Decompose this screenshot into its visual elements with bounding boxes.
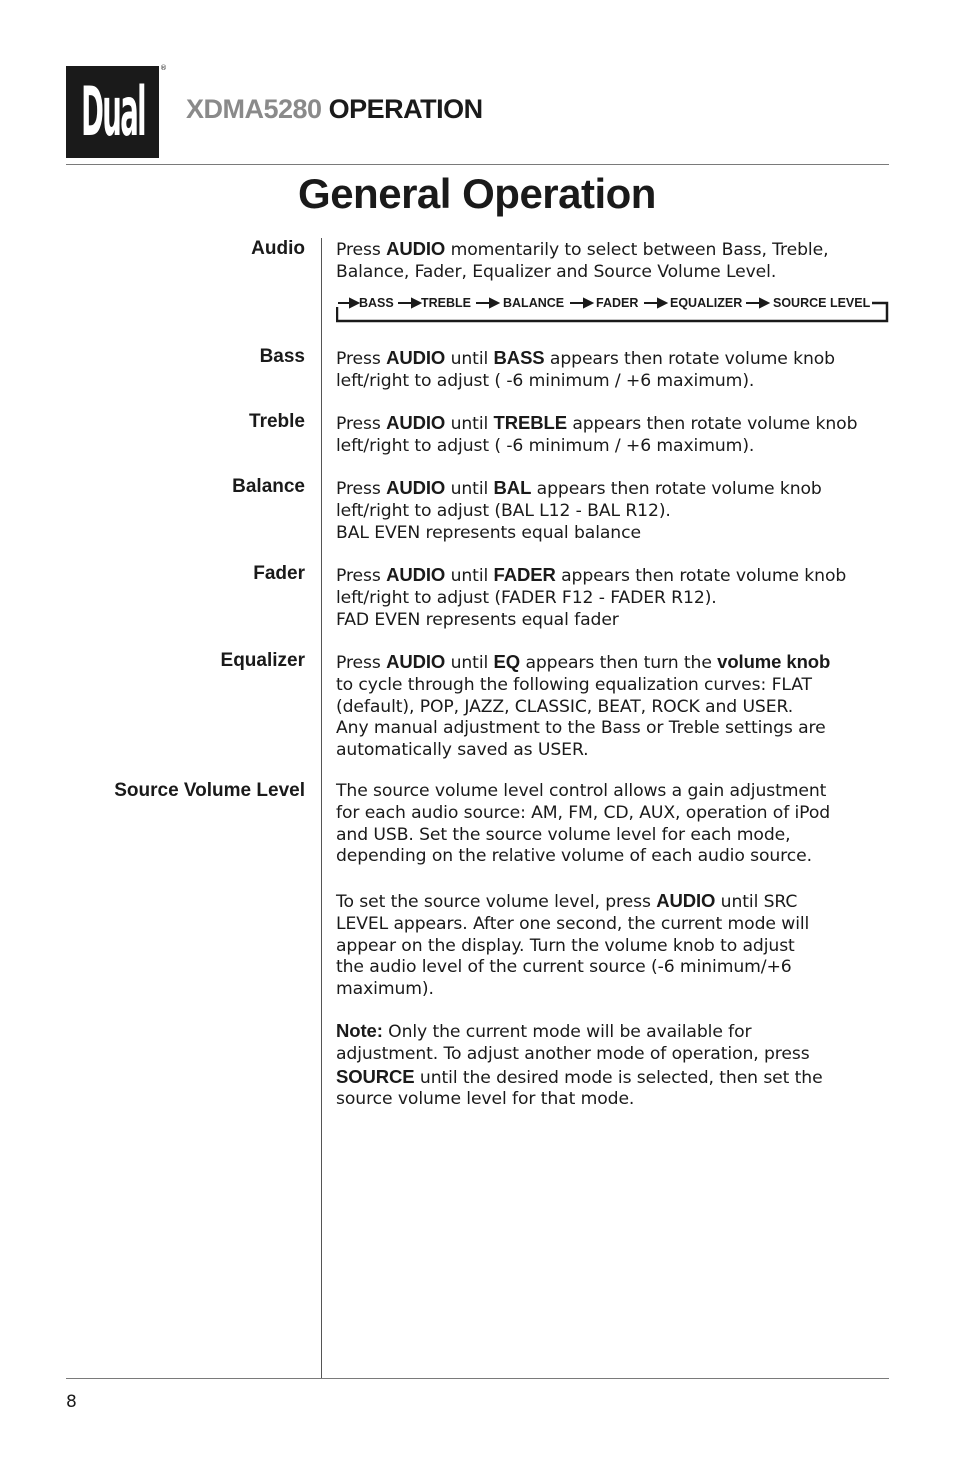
logo-text: Dual — [80, 72, 145, 152]
flow-item-balance: BALANCE — [503, 296, 565, 310]
flow-item-treble: TREBLE — [421, 296, 471, 310]
arrow-icon — [570, 299, 592, 307]
arrow-icon — [338, 299, 358, 307]
bass-description: Press AUDIO until BASS appears then rotate volume knob left/right to adjust ( -6 minimum / +6 maximum). — [336, 347, 835, 391]
page-number: 8 — [66, 1392, 77, 1412]
flow-item-bass: BASS — [359, 296, 394, 310]
label-fader: Fader — [253, 563, 305, 584]
brand-logo — [66, 66, 159, 158]
footer-divider — [66, 1378, 889, 1379]
treble-description: Press AUDIO until TREBLE appears then rotate volume knob left/right to adjust ( -6 minimum / +6 maximum). — [336, 412, 858, 456]
arrow-icon — [476, 299, 498, 307]
arrow-icon — [746, 299, 768, 307]
label-treble: Treble — [249, 411, 305, 432]
balance-description: Press AUDIO until BAL appears then rotate volume knob left/right to adjust (BAL L12 - BAL R12). BAL EVEN represents equal balance — [336, 477, 822, 543]
label-audio: Audio — [251, 238, 305, 259]
label-equalizer: Equalizer — [220, 650, 305, 671]
source-volume-note: Note: Only the current mode will be available for adjustment. To adjust another mode of operation, press SOURCE until the desired mode is selected, then set the source volume level for that mode. — [336, 1020, 823, 1110]
flow-item-equalizer: EQUALIZER — [670, 296, 743, 310]
registered-mark: ® — [160, 64, 167, 72]
flow-item-source-level: SOURCE LEVEL — [773, 296, 871, 310]
page-title: General Operation — [298, 170, 656, 217]
label-source-volume-level: Source Volume Level — [114, 780, 305, 801]
arrow-icon — [398, 299, 420, 307]
audio-mode-flow — [336, 293, 889, 323]
column-divider — [321, 238, 322, 1378]
label-bass: Bass — [259, 346, 305, 367]
arrow-icon — [644, 299, 666, 307]
section-header — [186, 94, 483, 125]
audio-description: Press AUDIO momentarily to select between Bass, Treble, Balance, Fader, Equalizer and Source Volume Level. — [336, 238, 829, 282]
source-volume-instructions: To set the source volume level, press AUDIO until SRC LEVEL appears. After one second, the current mode will appear on the display. Turn the volume knob to adjust the audio level of the current source (-6 minimum/+6 maximum). — [336, 890, 810, 1000]
section-name: OPERATION — [328, 94, 483, 124]
label-balance: Balance — [232, 476, 305, 497]
source-volume-description: The source volume level control allows a gain adjustment for each audio source: AM, FM, CD, AUX, operation of iPod and USB. Set the source volume level for each mode, depending on the relative volume of each audio source. — [336, 781, 831, 867]
model-number: XDMA5280 — [186, 94, 322, 124]
equalizer-description: Press AUDIO until EQ appears then turn the volume knob to cycle through the following equalization curves: FLAT (default), POP, JAZZ, CLASSIC, BEAT, ROCK and USER. Any manual adjustment to the Bass or Treble settings are automatically saved as USER. — [336, 651, 831, 761]
flow-item-fader: FADER — [596, 296, 639, 310]
fader-description: Press AUDIO until FADER appears then rotate volume knob left/right to adjust (FADER F12 - FADER R12). FAD EVEN represents equal fader — [336, 564, 847, 630]
header-divider — [66, 164, 889, 165]
